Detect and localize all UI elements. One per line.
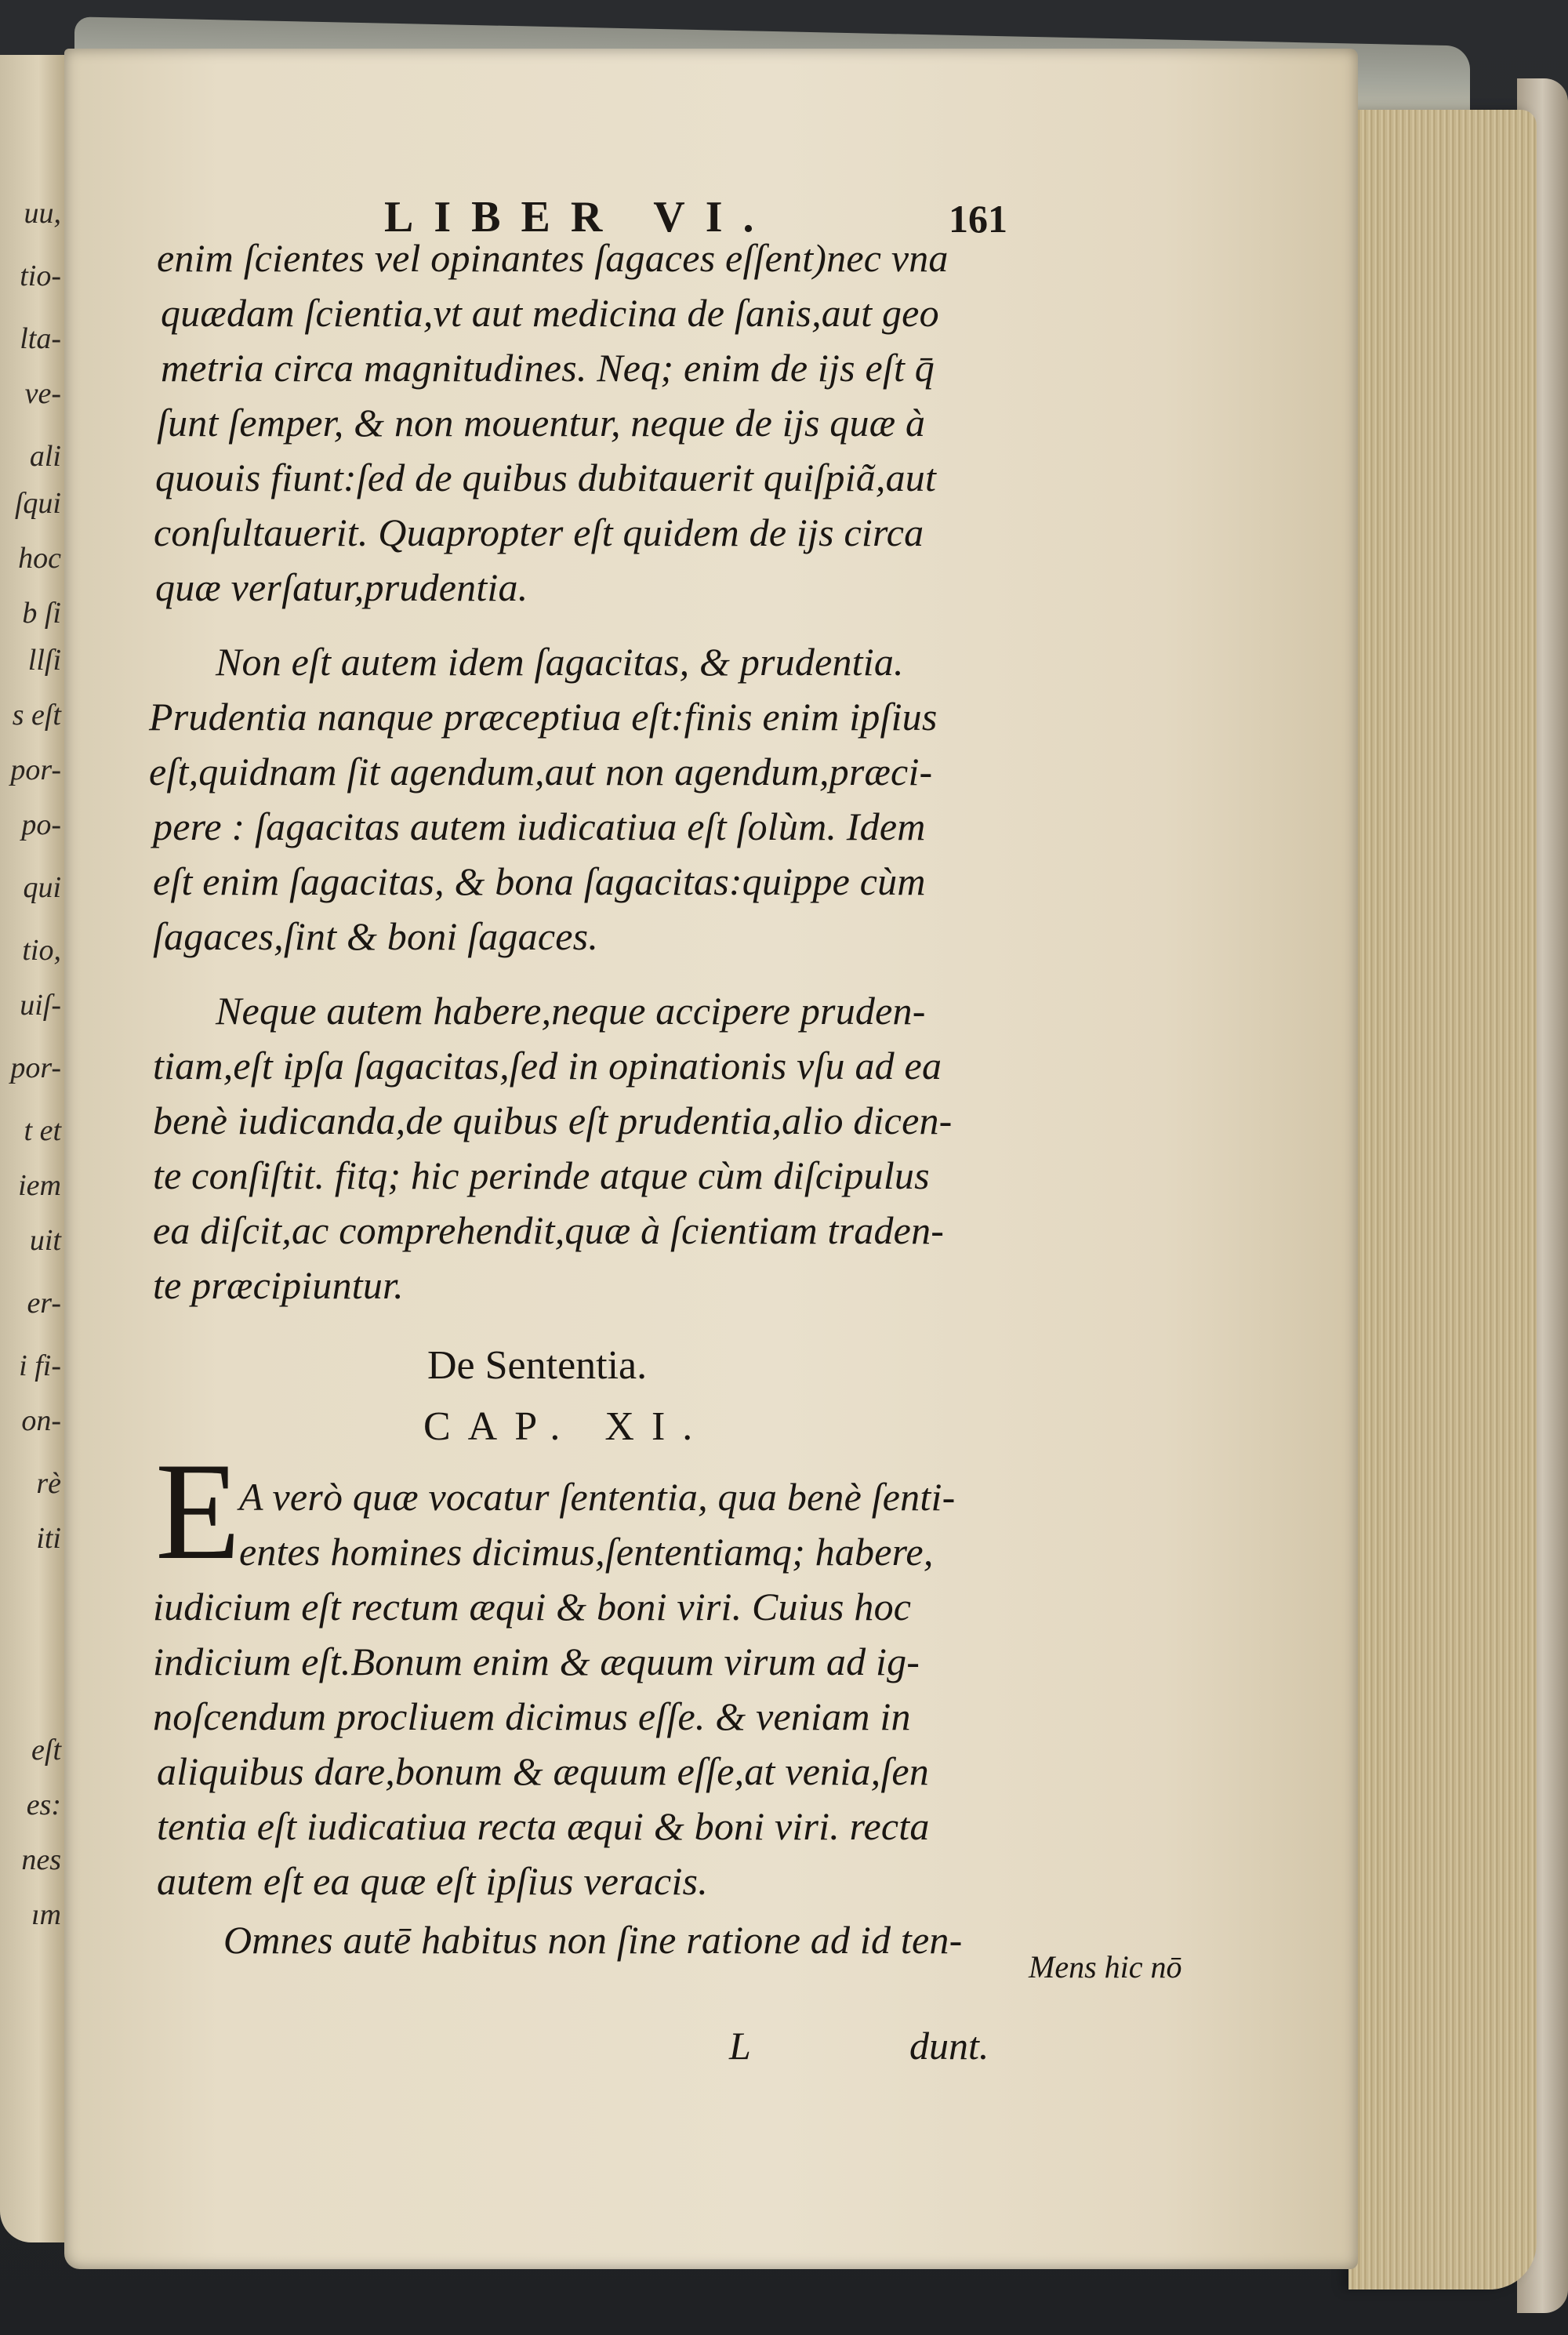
section-title: De Sententia. [427, 1343, 648, 1388]
facing-page-fragment: iem [18, 1169, 61, 1202]
text-line: Non eſt autem idem ſagacitas, & prudentia. [216, 640, 904, 684]
chapter-label: CAP. XI. [423, 1404, 710, 1449]
facing-page-fragment: rè [36, 1467, 61, 1500]
text-line: Prudentia nanque præceptiua eſt:finis enim ipſius [149, 695, 938, 739]
text-line: quædam ſcientia,vt aut medicina de ſanis,aut geo [161, 291, 939, 335]
text-line: ea diſcit,ac comprehendit,quæ à ſcientiam traden- [153, 1208, 945, 1252]
chapter-text-line: aliquibus dare,bonum & æquum eſſe,at venia,ſen [157, 1749, 930, 1793]
facing-page-fragment: ım [31, 1898, 61, 1931]
text-line: metria circa magnitudines. Neq; enim de ijs eſt q̄ [161, 346, 935, 390]
text-line: te præcipiuntur. [153, 1263, 404, 1307]
facing-page-fragment: por- [10, 754, 61, 786]
facing-page-fragment: tio- [20, 260, 61, 292]
chapter-text-line: autem eſt ea quæ eſt ipſius veracis. [157, 1859, 708, 1903]
facing-page-fragment: ali [29, 440, 61, 473]
text-line: quouis fiunt:ſed de quibus dubitauerit quiſpiã,aut [155, 456, 937, 499]
text-line: ſagaces,ſint & boni ſagaces. [153, 914, 599, 958]
facing-page-fragment: i fi- [19, 1349, 61, 1382]
facing-page-fragment: nes [21, 1843, 61, 1876]
facing-page-fragment: uiſ- [20, 989, 61, 1022]
chapter-text-line: indicium eſt.Bonum enim & æquum virum ad ig- [153, 1640, 920, 1683]
chapter-text-line: tentia eſt iudicatiua recta æqui & boni viri. recta [157, 1804, 930, 1848]
facing-page-fragment: s eſt [12, 699, 61, 732]
text-line: benè iudicanda,de quibus eſt prudentia,alio dicen- [153, 1099, 953, 1142]
chapter-text-line: Omnes autē habitus non ſine ratione ad id ten- [223, 1918, 963, 1962]
text-line: Neque autem habere,neque accipere pruden- [216, 989, 926, 1033]
facing-page-fragment: eſt [31, 1734, 61, 1767]
text-line: pere : ſagacitas autem iudicatiua eſt ſolùm. Idem [153, 804, 926, 848]
facing-page-fragment: b ſi [22, 597, 61, 630]
facing-page-fragment: ſqui [14, 487, 61, 520]
facing-page-fragment: uit [29, 1224, 61, 1257]
chapter-text-line: iudicium eſt rectum æqui & boni viri. Cuius hoc [153, 1585, 912, 1629]
text-line: eſt enim ſagacitas, & bona ſagacitas:quippe cùm [153, 859, 926, 903]
text-line: te conſiſtit. fitq; hic perinde atque cùm diſcipulus [153, 1153, 930, 1197]
facing-page-fragment: uu, [24, 197, 61, 230]
text-line: enim ſcientes vel opinantes ſagaces eſſent)nec vna [157, 236, 949, 280]
facing-page-fragment: llſi [27, 644, 61, 677]
facing-page-fragment: tio, [22, 934, 61, 967]
facing-page-fragment: hoc [18, 542, 61, 575]
facing-page-fragment: er- [27, 1287, 61, 1320]
page-number: 161 [949, 197, 1007, 241]
facing-page-fragment: t et [24, 1114, 61, 1147]
text-line: ſunt ſemper, & non mouentur, neque de ijs quæ à [157, 401, 926, 445]
running-head: LIBER VI. [384, 193, 775, 241]
facing-page-fragment: lta- [20, 322, 61, 355]
text-line: quæ verſatur,prudentia. [155, 565, 528, 609]
facing-page-fragment: por- [10, 1051, 61, 1084]
catchword: dunt. [909, 2024, 989, 2068]
facing-page-fragment: ve- [24, 377, 61, 410]
chapter-text-line: noſcendum procliuem dicimus eſſe. & veniam in [153, 1694, 911, 1738]
text-line: conſultauerit. Quapropter eſt quidem de ijs circa [154, 510, 924, 554]
facing-page-fragment: iti [36, 1522, 61, 1555]
facing-page-fragment: qui [23, 871, 61, 904]
drop-initial: E [155, 1433, 241, 1589]
signature-mark: L [729, 2024, 751, 2068]
facing-page-fragment: on- [21, 1404, 61, 1437]
margin-note: Mens hic nō [1029, 1949, 1182, 1985]
chapter-text-line: A verò quæ vocatur ſententia, qua benè ſenti- [239, 1475, 956, 1519]
facing-page-fragment: es: [26, 1788, 61, 1821]
facing-page-fragment: po- [21, 808, 61, 841]
chapter-text-line: entes homines dicimus,ſententiamq; habere, [239, 1530, 934, 1574]
text-line: eſt,quidnam ſit agendum,aut non agendum,præci- [149, 750, 933, 793]
text-line: tiam,eſt ipſa ſagacitas,ſed in opinationis vſu ad ea [153, 1044, 942, 1088]
